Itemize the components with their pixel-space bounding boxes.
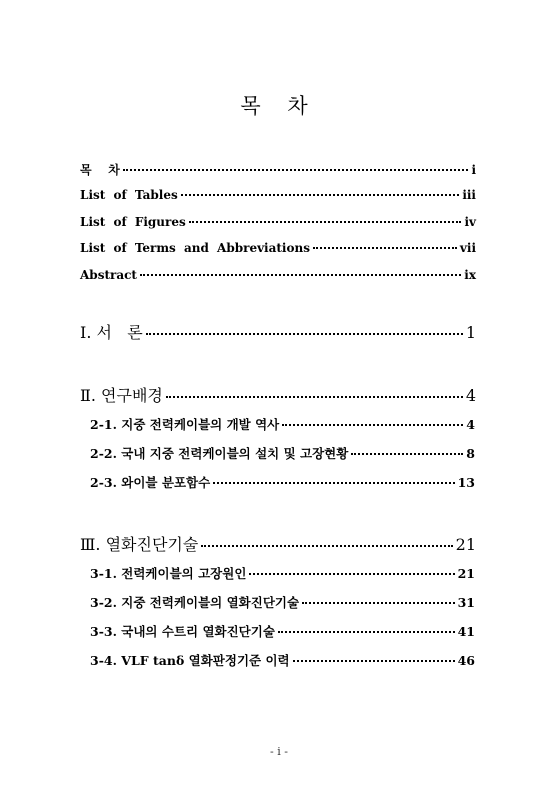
toc-page-number: i — [471, 163, 476, 177]
dot-leader — [293, 660, 455, 662]
toc-chapter-1[interactable] — [80, 320, 476, 343]
dot-leader — [302, 602, 455, 604]
dot-leader — [140, 274, 461, 276]
toc-label: List of Figures — [80, 215, 186, 229]
dot-leader — [213, 482, 454, 484]
toc-section-3-3[interactable] — [90, 622, 475, 640]
toc-page-number: ix — [464, 268, 476, 282]
toc-page-number: 41 — [457, 624, 475, 639]
toc-page-number: 31 — [457, 595, 475, 610]
dot-leader — [278, 631, 455, 633]
toc-entry-abstract[interactable] — [80, 268, 476, 282]
dot-leader — [146, 333, 463, 335]
toc-label: List of Tables — [80, 188, 178, 202]
toc-entry-contents[interactable] — [80, 161, 476, 178]
dot-leader — [201, 545, 452, 547]
toc-page-number: 4 — [465, 386, 476, 405]
toc-page-number: 46 — [457, 653, 475, 668]
toc-page-number: vii — [459, 241, 476, 255]
dot-leader — [282, 424, 463, 426]
dot-leader — [249, 573, 454, 575]
toc-section-3-2[interactable] — [90, 593, 475, 611]
dot-leader — [123, 169, 469, 171]
toc-section-2-2[interactable] — [90, 444, 475, 462]
toc-page-number: iii — [462, 188, 476, 202]
page-title: 목 차 — [240, 94, 318, 118]
dot-leader — [166, 396, 463, 398]
toc-section-label: 2-2. 국내 지중 전력케이블의 설치 및 고장현황 — [90, 446, 349, 461]
dot-leader — [181, 194, 460, 196]
toc-section-label: 2-3. 와이블 분포함수 — [90, 475, 211, 490]
dot-leader — [189, 221, 462, 223]
toc-label: 목 차 — [80, 163, 120, 177]
toc-section-label: 3-4. VLF tanδ 열화판정기준 이력 — [90, 653, 290, 668]
toc-page-number: 21 — [457, 566, 475, 581]
toc-chapter-3[interactable] — [80, 532, 476, 555]
toc-page-number: 21 — [455, 535, 476, 554]
toc-entry-list-of-terms[interactable] — [80, 241, 476, 255]
toc-section-2-3[interactable] — [90, 473, 475, 491]
toc-section-label: 3-1. 전력케이블의 고장원인 — [90, 566, 247, 581]
toc-entry-list-of-tables[interactable] — [80, 188, 476, 202]
toc-page-number: 4 — [466, 417, 475, 432]
toc-page-number: 13 — [457, 475, 475, 490]
toc-chapter-label: Ⅱ. 연구배경 — [80, 386, 163, 405]
toc-section-3-4[interactable] — [90, 651, 475, 669]
dot-leader — [351, 453, 463, 455]
toc-page-number: iv — [464, 215, 476, 229]
toc-chapter-label: Ⅰ. 서 론 — [80, 323, 143, 342]
toc-section-label: 2-1. 지중 전력케이블의 개발 역사 — [90, 417, 280, 432]
toc-section-label: 3-2. 지중 전력케이블의 열화진단기술 — [90, 595, 300, 610]
toc-section-label: 3-3. 국내의 수트리 열화진단기술 — [90, 624, 275, 639]
toc-page-number: 1 — [465, 323, 476, 342]
toc-entry-list-of-figures[interactable] — [80, 215, 476, 229]
toc-section-2-1[interactable] — [90, 415, 475, 433]
toc-label: List of Terms and Abbreviations — [80, 241, 310, 255]
toc-section-3-1[interactable] — [90, 564, 475, 582]
dot-leader — [313, 247, 457, 249]
toc-chapter-label: Ⅲ. 열화진단기술 — [80, 535, 199, 554]
page-footer: - i - — [270, 745, 288, 758]
toc-page-number: 8 — [466, 446, 475, 461]
toc-label: Abstract — [80, 268, 137, 282]
toc-chapter-2[interactable] — [80, 383, 476, 406]
